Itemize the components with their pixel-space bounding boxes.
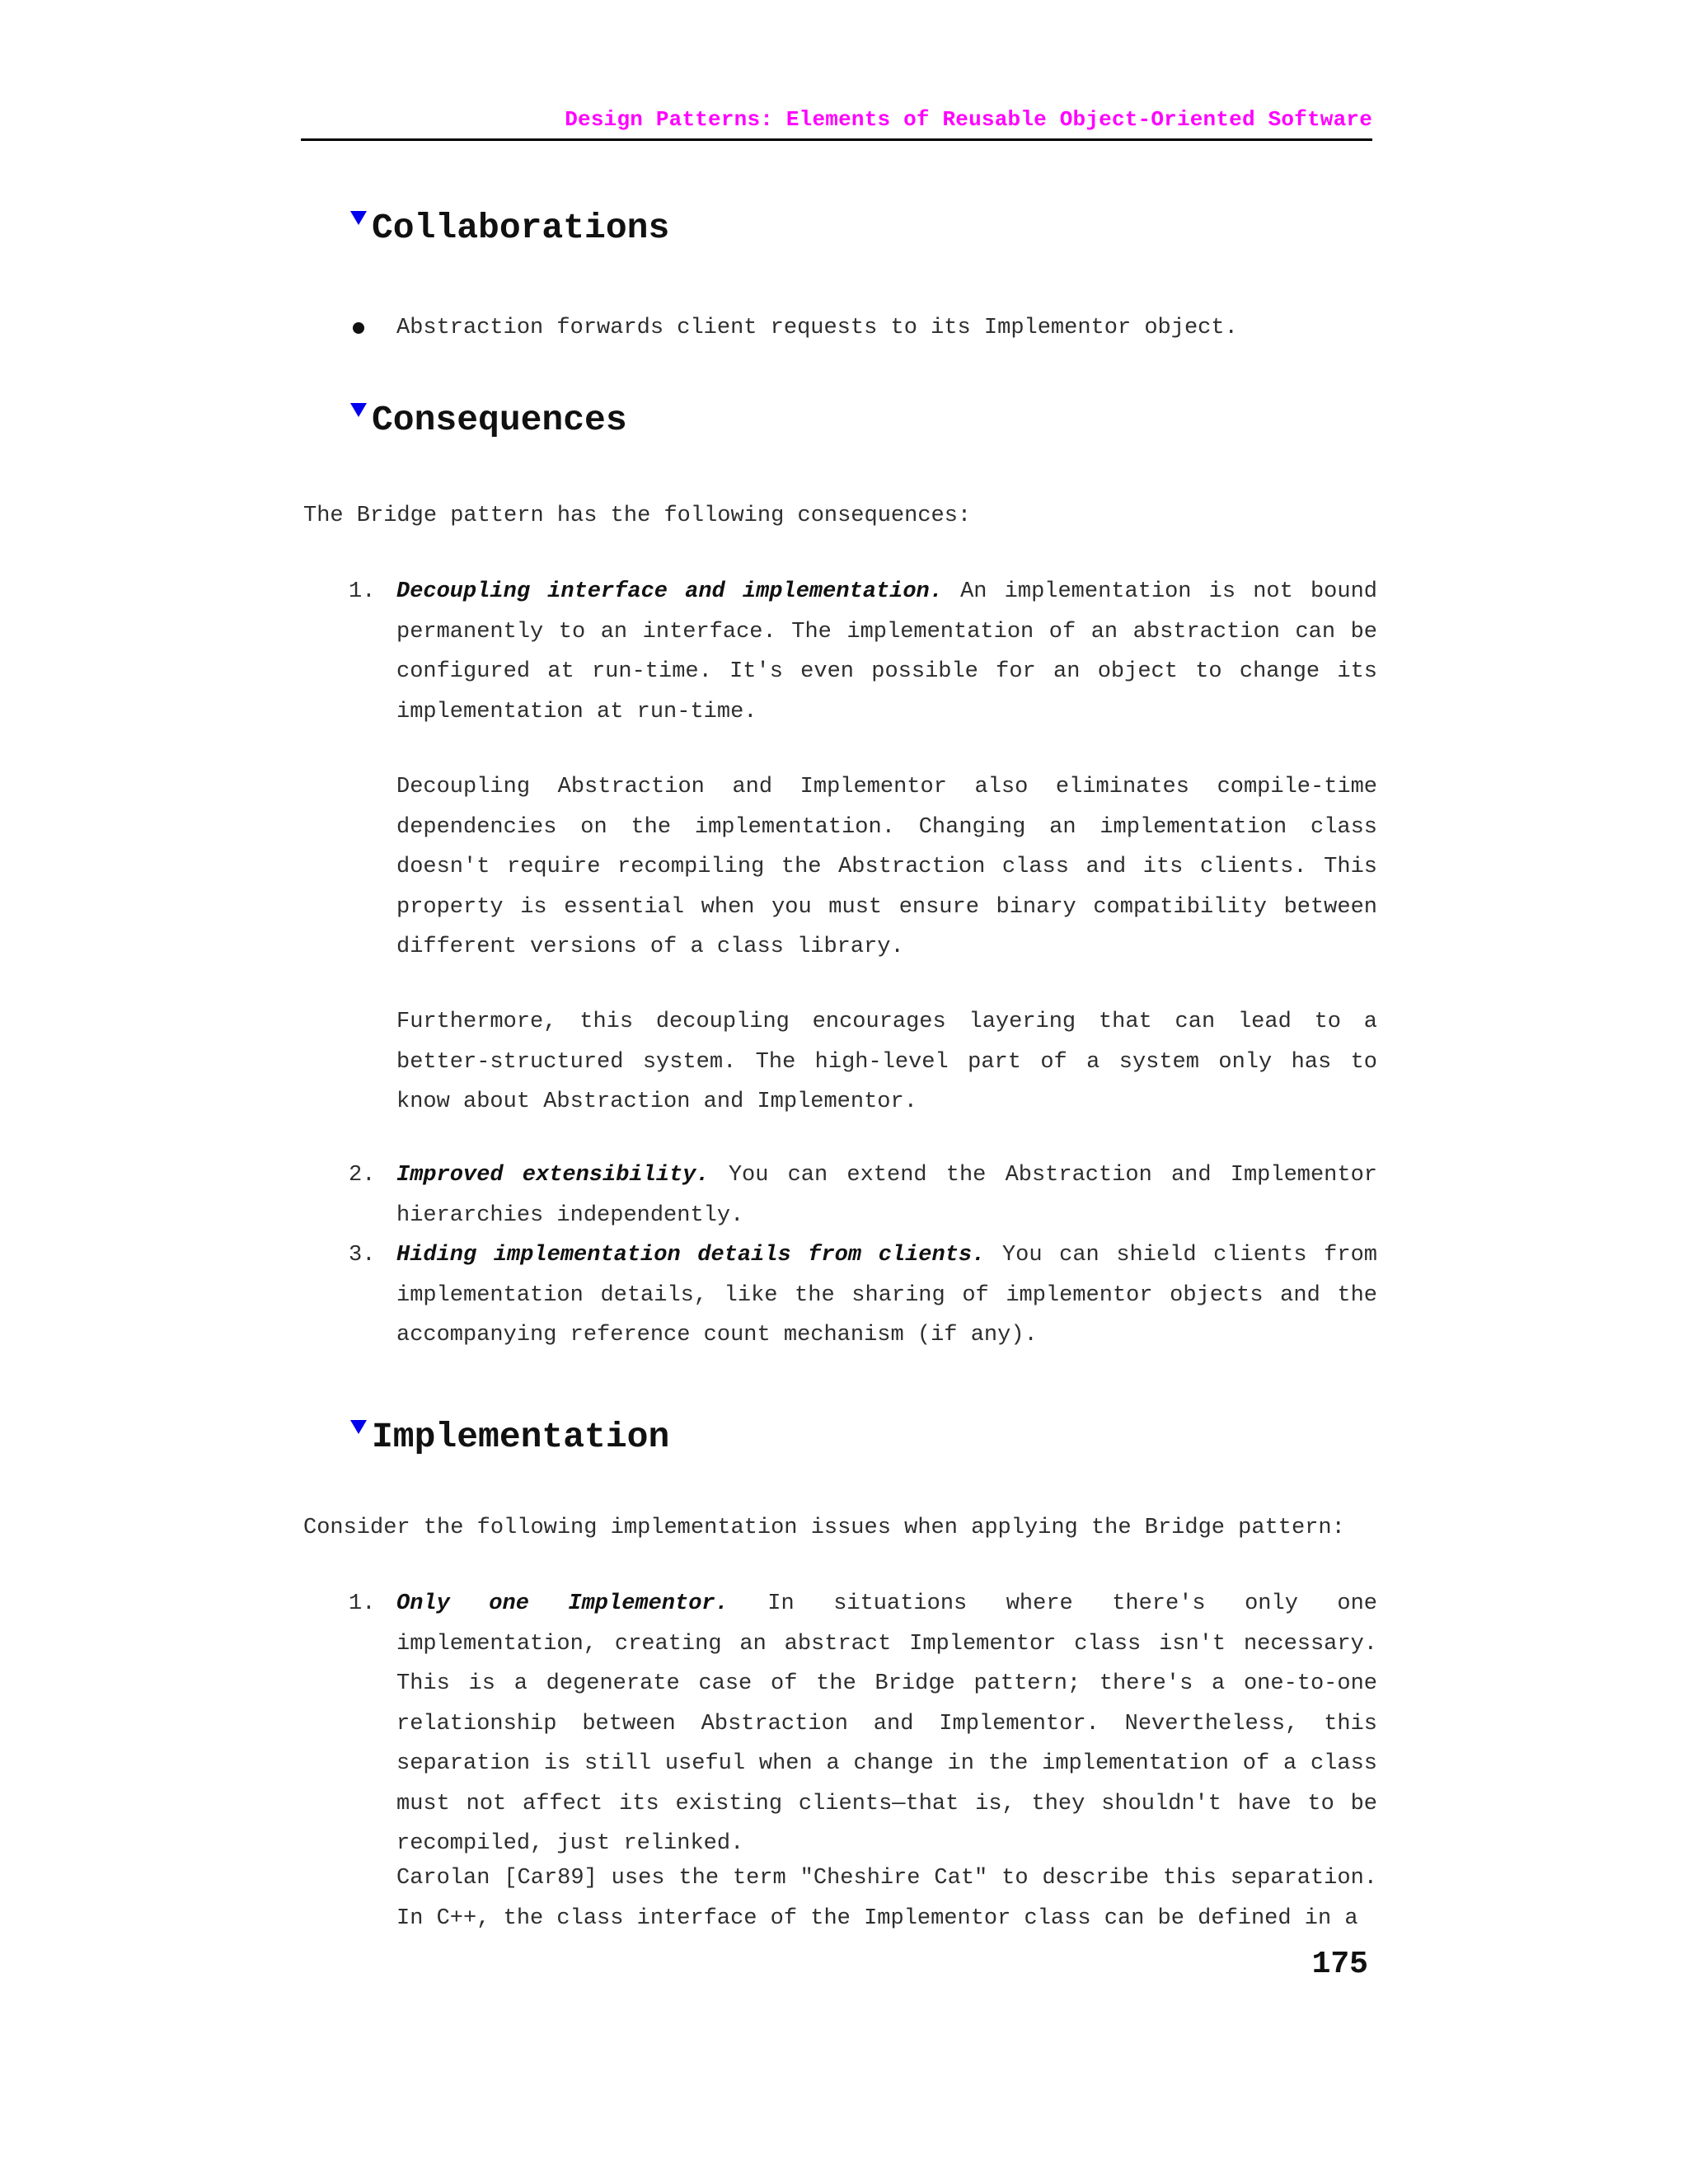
page-number: 175: [1311, 1947, 1368, 1982]
header-rule: [301, 138, 1372, 141]
heading-implementation-label: Implementation: [372, 1417, 670, 1457]
collapse-triangle-icon[interactable]: [350, 211, 367, 225]
implementation-item-1-text: In situations where there's only one implementation, creating an abstract Implementor class isn't necessary. This is a degenerate case of the Bridge pattern; there's a one-to-one relationship between Abstraction and Implementor. Nevertheless, this separation is still useful when a change in the implementation of a class must not affect its existing clients—that is, they shouldn't have to be recompiled, just relinked.: [396, 1591, 1378, 1856]
implementation-item-1-lead: Only one Implementor.: [396, 1591, 729, 1616]
consequences-item-1: [396, 572, 1377, 732]
running-header: Design Patterns: Elements of Reusable Object-Oriented Software: [565, 107, 1372, 132]
consequences-item-2-text: You can extend the Abstraction and Implementor hierarchies independently.: [396, 1163, 1377, 1228]
heading-consequences-label: Consequences: [372, 400, 627, 440]
consequences-item-1-number: 1.: [349, 579, 376, 604]
consequences-intro: The Bridge pattern has the following consequences:: [303, 504, 972, 528]
heading-consequences: [350, 400, 627, 440]
consequences-item-1-text: An implementation is not bound permanently to an interface. The implementation of an abstraction can be configured at run-time. It's even possible for an object to change its implementation at run-time.: [396, 579, 1377, 724]
collapse-triangle-icon[interactable]: [350, 403, 367, 417]
bullet-icon: [353, 322, 364, 334]
heading-collaborations: [350, 208, 669, 248]
consequences-item-1-paragraph-3: Furthermore, this decoupling encourages layering that can lead to a better-structured system. The high-level part of a system only has to know about Abstraction and Implementor.: [396, 1010, 1377, 1114]
consequences-item-2-number: 2.: [349, 1163, 376, 1188]
consequences-item-1-lead: Decoupling interface and implementation.: [396, 579, 943, 604]
consequences-item-2: [396, 1155, 1377, 1235]
collaborations-bullet-1: Abstraction forwards client requests to its Implementor object.: [396, 316, 1238, 340]
consequences-item-3-lead: Hiding implementation details from clients.: [396, 1243, 986, 1268]
consequences-item-3-number: 3.: [349, 1243, 376, 1268]
consequences-item-3-text: You can shield clients from implementation details, like the sharing of implementor objects and the accompanying reference count mechanism (if any).: [396, 1243, 1377, 1347]
consequences-item-2-lead: Improved extensibility.: [396, 1163, 710, 1188]
implementation-item-1-paragraph-2: Carolan [Car89] uses the term "Cheshire Cat" to describe this separation. In C++, the class interface of the Implementor class can be defined in a: [396, 1866, 1377, 1931]
heading-collaborations-label: Collaborations: [372, 208, 670, 248]
collapse-triangle-icon[interactable]: [350, 1420, 367, 1434]
consequences-item-1-paragraph-2: Decoupling Abstraction and Implementor also eliminates compile-time dependencies on the implementation. Changing an implementation class doesn't require recompiling the Abstraction class and its clients. This property is essential when you must ensure binary compatibility between different versions of a class library.: [396, 775, 1377, 959]
implementation-intro: Consider the following implementation issues when applying the Bridge pattern:: [303, 1516, 1345, 1540]
implementation-item-1: [396, 1584, 1377, 1864]
heading-implementation: [350, 1417, 669, 1457]
implementation-item-1-number: 1.: [349, 1591, 376, 1616]
consequences-item-3: [396, 1235, 1377, 1356]
